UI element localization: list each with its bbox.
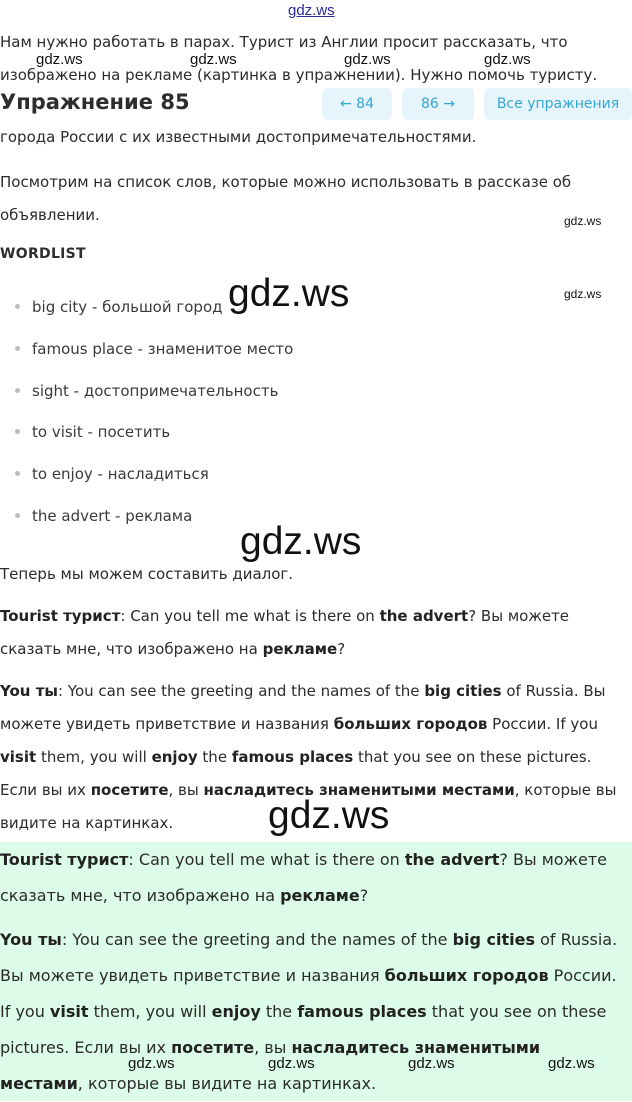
dialog-question: Tourist турист: Can you tell me what is there on the advert? Вы можете сказать мне, что изображено на рекламе? xyxy=(0,850,607,905)
watermark: gdz.ws xyxy=(128,1055,175,1072)
wordlist-item: big city - большой город xyxy=(0,298,223,316)
exercise-header xyxy=(0,88,632,122)
bullet-icon xyxy=(15,346,20,351)
wordlist-item: sight - достопримечательность xyxy=(0,382,278,400)
watermark: gdz.ws xyxy=(36,51,83,68)
wordlist-item: famous place - знаменитое место xyxy=(0,340,293,358)
watermark: gdz.ws xyxy=(408,1055,455,1072)
watermark: gdz.ws xyxy=(484,51,531,68)
watermark-top[interactable]: gdz.ws xyxy=(288,2,335,19)
all-exercises-button[interactable]: Все упражнения xyxy=(484,88,632,120)
watermark: gdz.ws xyxy=(548,1055,595,1072)
wordlist-item: to visit - посетить xyxy=(0,423,170,441)
prev-exercise-button[interactable]: ← 84 xyxy=(322,88,392,120)
watermark: gdz.ws xyxy=(228,272,350,315)
bullet-icon xyxy=(15,471,20,476)
wordlist-item: to enjoy - насладиться xyxy=(0,465,209,483)
highlighted-dialog-block xyxy=(0,842,632,1101)
partial-text-line: города России с их известными достопримечательностями. xyxy=(0,128,477,146)
dialog-question: Tourist турист: Can you tell me what is there on the advert? Вы можете сказать мне, что изображено на рекламе? xyxy=(0,607,570,658)
watermark: gdz.ws xyxy=(564,287,602,301)
watermark: gdz.ws xyxy=(268,1055,315,1072)
bullet-icon xyxy=(15,304,20,309)
next-exercise-button[interactable]: 86 → xyxy=(402,88,474,120)
watermark: gdz.ws xyxy=(344,51,391,68)
bullet-icon xyxy=(15,429,20,434)
exercise-title: Упражнение 85 xyxy=(0,90,190,114)
dialog-answer: You ты: You can see the greeting and the names of the big cities of Russia. Вы можете увидеть приветствие и названия больших городов России. If you visit them, you will enjoy the famous places that you see on these pictures. Если вы их посетите, вы насладитесь знаменитыми местами, которые вы видите на картинках. xyxy=(0,930,618,1093)
dialog-intro: Теперь мы можем составить диалог. xyxy=(0,565,294,583)
watermark: gdz.ws xyxy=(190,51,237,68)
wordlist-heading: WORDLIST xyxy=(0,246,86,262)
list-intro: Посмотрим на список слов, которые можно использовать в рассказе об объявлении. xyxy=(0,173,572,224)
bullet-icon xyxy=(15,388,20,393)
bullet-icon xyxy=(15,513,20,518)
watermark: gdz.ws xyxy=(268,794,390,837)
wordlist-item: the advert - реклама xyxy=(0,507,192,525)
dialog-answer: You ты: You can see the greeting and the names of the big cities of Russia. Вы можете увидеть приветствие и названия больших городов России. If you visit them, you will enjoy the famous places that you see on these pictures. Если вы их посетите, вы насладитесь знаменитыми местами, которые вы видите на картинках. xyxy=(0,682,617,832)
watermark: gdz.ws xyxy=(564,214,602,228)
intro-text: Нам нужно работать в парах. Турист из Англии просит рассказать, что изображено на рекламе (картинка в упражнении). Нужно помочь туристу. xyxy=(0,33,598,84)
watermark: gdz.ws xyxy=(240,520,362,563)
